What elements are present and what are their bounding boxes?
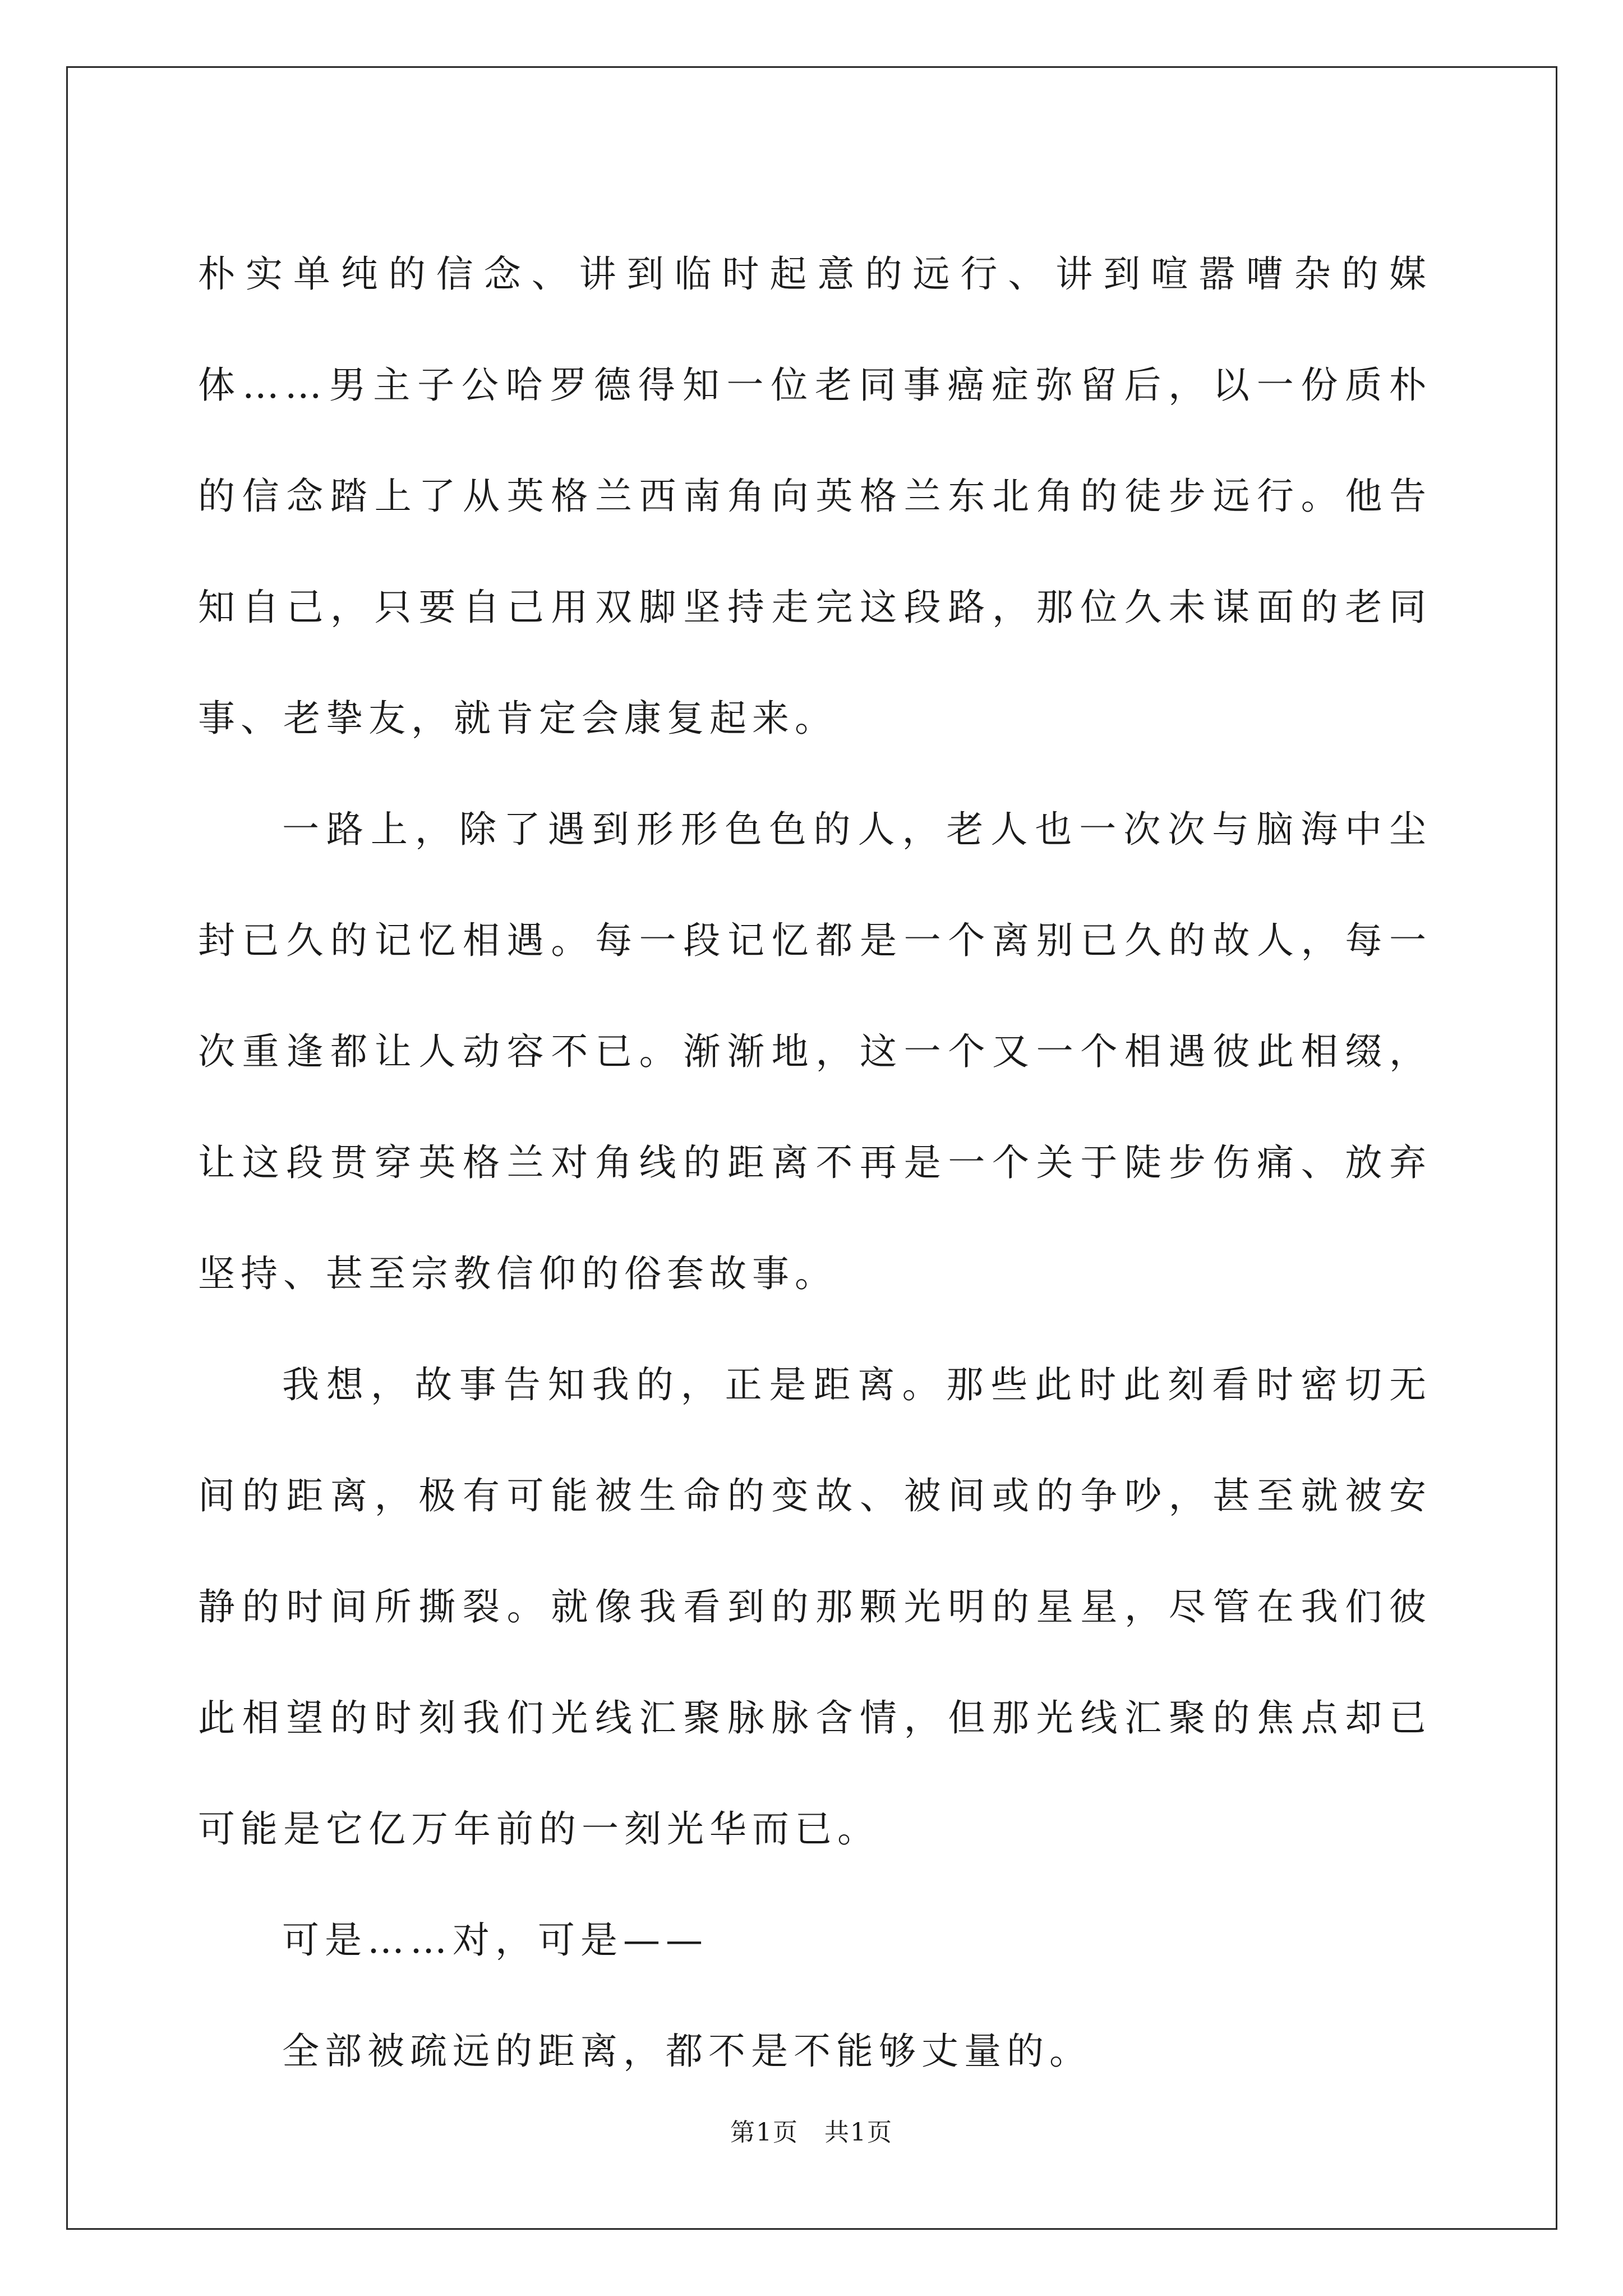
paragraph-3: 我想，故事告知我的，正是距离。那些此时此刻看时密切无间的距离，极有可能被生命的变故、被间或的争吵，甚至就被安静的时间所撕裂。就像我看到的那颗光明的星星，尽管在我们彼此相望的时刻我们光线汇聚脉脉含情，但那光线汇聚的焦点却已可能是它亿万年前的一刻光华而已。 (198, 1363, 1432, 1851)
paragraph-1: 朴实单纯的信念、讲到临时起意的远行、讲到喧嚣嘈杂的媒体……男主子公哈罗德得知一位老同事癌症弥留后，以一份质朴的信念踏上了从英格兰西南角向英格兰东北角的徒步远行。他告知自己，只要自己用双脚坚持走完这段路，那位久未谋面的老同事、老挚友，就肯定会康复起来。 (198, 252, 1432, 740)
document-body (198, 219, 1432, 2107)
paragraph-4: 可是……对，可是—— (282, 1918, 708, 1962)
page-number-footer: 第1页 共1页 (730, 2118, 893, 2147)
paragraph-5: 全部被疏远的距离，都不是不能够丈量的。 (282, 2030, 1092, 2073)
paragraph-2: 一路上，除了遇到形形色色的人，老人也一次次与脑海中尘封已久的记忆相遇。每一段记忆都是一个离别已久的故人，每一次重逢都让人动容不已。渐渐地，这一个又一个相遇彼此相缀，让这段贯穿英格兰对角线的距离不再是一个关于陡步伤痛、放弃坚持、甚至宗教信仰的俗套故事。 (198, 808, 1432, 1295)
